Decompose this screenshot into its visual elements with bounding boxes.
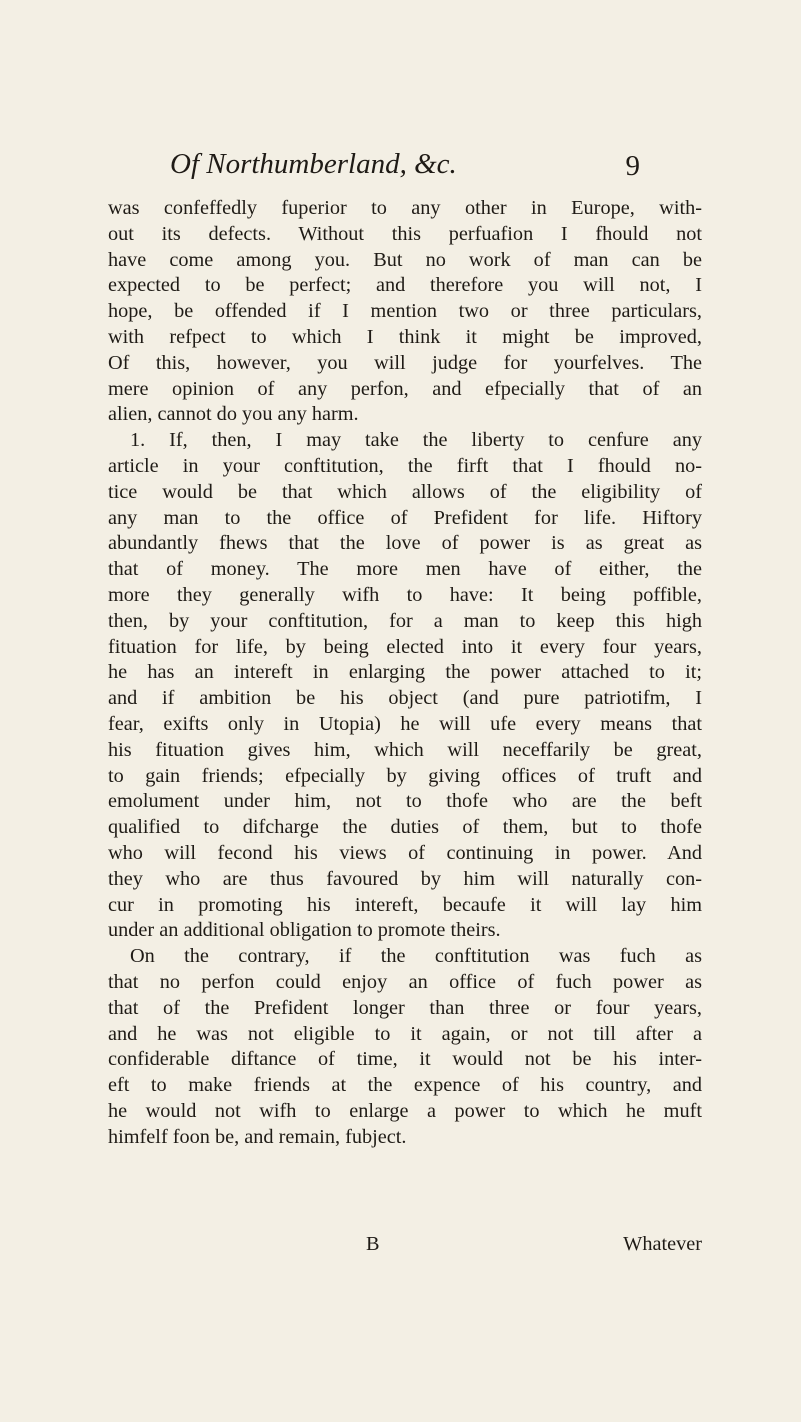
text-line: his fituation gives him, which will neceffarily be great,	[108, 738, 702, 761]
text-line: then, by your conftitution, for a man to keep this high	[108, 609, 702, 632]
text-line: Of this, however, you will judge for yourfelves. The	[108, 351, 702, 374]
page-header	[170, 148, 640, 188]
text-line: and he was not eligible to it again, or not till after a	[108, 1022, 702, 1045]
text-line: to gain friends; efpecially by giving offices of truft and	[108, 764, 702, 787]
text-line: alien, cannot do you any harm.	[108, 403, 359, 426]
page-footer	[108, 1233, 702, 1261]
running-title: Of Northumberland, &c.	[170, 148, 457, 180]
text-line: they who are thus favoured by him will naturally con-	[108, 867, 702, 890]
text-line: himfelf foon be, and remain, fubject.	[108, 1125, 407, 1148]
text-line: fear, exifts only in Utopia) he will ufe every means that	[108, 712, 702, 735]
text-line: cur in promoting his intereft, becaufe it will lay him	[108, 893, 702, 916]
text-line: he has an intereft in enlarging the power attached to it;	[108, 661, 702, 684]
text-line: out its defects. Without this perfuafion I fhould not	[108, 222, 702, 245]
text-line: with refpect to which I think it might be improved,	[108, 325, 702, 348]
text-line: he would not wifh to enlarge a power to which he muft	[108, 1099, 702, 1122]
text-line: who will fecond his views of continuing in power. And	[108, 841, 702, 864]
text-line: and if ambition be his object (and pure patriotifm, I	[108, 687, 702, 710]
text-line: expected to be perfect; and therefore you will not, I	[108, 274, 702, 297]
text-line: hope, be offended if I mention two or three particulars,	[108, 300, 702, 323]
text-line: 1. If, then, I may take the liberty to cenfure any	[130, 429, 702, 452]
text-line: that of money. The more men have of either, the	[108, 558, 702, 581]
text-line: any man to the office of Prefident for life. Hiftory	[108, 506, 702, 529]
text-line: under an additional obligation to promote theirs.	[108, 919, 501, 942]
text-line: abundantly fhews that the love of power is as great as	[108, 532, 702, 555]
text-line: On the contrary, if the conftitution was fuch as	[130, 945, 702, 968]
text-line: that no perfon could enjoy an office of fuch power as	[108, 970, 702, 993]
text-line: mere opinion of any perfon, and efpecially that of an	[108, 377, 702, 400]
text-line: confiderable diftance of time, it would not be his inter-	[108, 1048, 702, 1071]
text-line: emolument under him, not to thofe who are the beft	[108, 790, 702, 813]
body-text	[108, 196, 702, 1150]
text-line: that of the Prefident longer than three or four years,	[108, 996, 702, 1019]
text-line: tice would be that which allows of the eligibility of	[108, 480, 702, 503]
text-line: was confeffedly fuperior to any other in Europe, with-	[108, 197, 702, 219]
signature-mark: B	[366, 1233, 380, 1255]
catchword: Whatever	[623, 1233, 702, 1255]
text-line: more they generally wifh to have: It being poffible,	[108, 583, 702, 606]
text-line: fituation for life, by being elected into it every four years,	[108, 635, 702, 658]
text-line: eft to make friends at the expence of his country, and	[108, 1074, 702, 1097]
text-line: qualified to difcharge the duties of them, but to thofe	[108, 816, 702, 839]
text-line: have come among you. But no work of man can be	[108, 248, 702, 271]
text-line: article in your conftitution, the firft that I fhould no-	[108, 454, 702, 477]
page-number: 9	[625, 150, 640, 182]
